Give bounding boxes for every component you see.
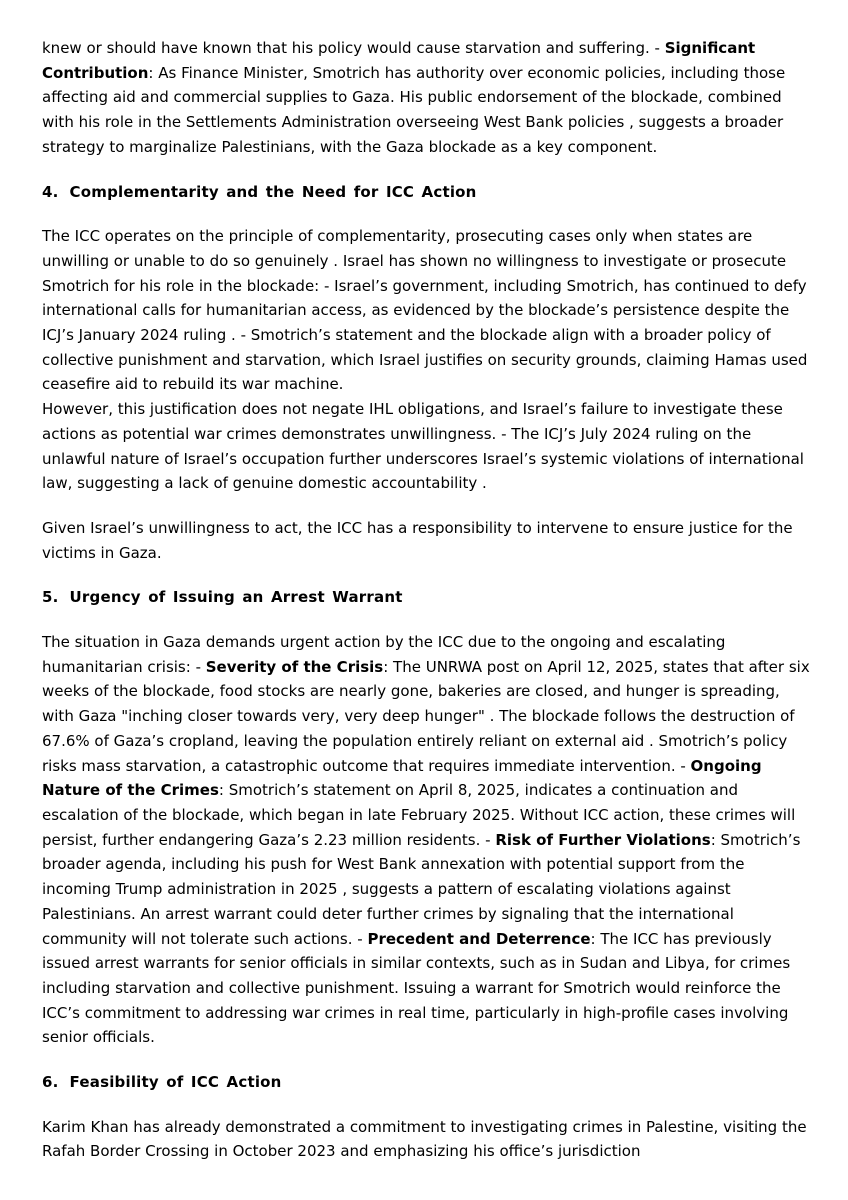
section-heading — [42, 1070, 814, 1095]
section-title: Feasibility of ICC Action — [69, 1073, 282, 1092]
paragraph — [42, 36, 814, 160]
text-run: : Smotrich’s broader agenda, including his push for West Bank annexation with potential support from the incoming Trump administration in 2025 , suggests a pattern of escalating violations against Palestinians. An arrest warrant could deter further crimes by signaling that the international community will not tolerate such actions. - — [42, 830, 801, 948]
text-run: : As Finance Minister, Smotrich has authority over economic policies, including those affecting aid and commercial supplies to Gaza. His public endorsement of the blockade, combined with his role in the Settlements Administration overseeing West Bank policies , suggests a broader strategy to marginalize Palestinians, with the Gaza blockade as a key component. — [42, 63, 786, 156]
paragraph — [42, 630, 814, 1050]
paragraph — [42, 1115, 814, 1164]
paragraph — [42, 224, 814, 496]
section-number: 6. — [42, 1073, 59, 1092]
bold-text-run: Severity of the Crisis — [205, 657, 384, 676]
text-run: : The ICC has previously issued arrest warrants for senior officials in similar contexts, such as in Sudan and Libya, for crimes including starvation and collective punishment. Issuing a warrant for Smotrich would reinforce the ICC’s commitment to addressing war crimes in real time, particularly in high-profile cases involving senior officials. — [42, 929, 791, 1047]
bold-text-run: Ongoing Nature of the Crimes — [42, 756, 762, 800]
section-number: 4. — [42, 182, 59, 201]
document-content — [42, 36, 814, 1164]
section-heading — [42, 180, 814, 205]
bold-text-run: Significant Contribution — [42, 39, 756, 82]
text-run: : Smotrich’s statement on April 8, 2025, indicates a continuation and escalation of the blockade, which began in late February 2025. Without ICC action, these crimes will persist, further endangering Gaza’s 2.23 million residents. - — [42, 781, 796, 849]
text-run: Given Israel’s unwillingness to act, the ICC has a responsibility to intervene to ensure justice for the victims in Gaza. — [42, 518, 793, 562]
text-run: The ICC operates on the principle of complementarity, prosecuting cases only when states are unwilling or unable to do so genuinely . Israel has shown no willingness to investigate or prosecute Smotrich for his role in the blockade: - Israel’s government, including Smotrich, has continued to defy international calls for humanitarian access, as evidenced by the blockade’s persistence despite the ICJ’s January 2024 ruling . - Smotrich’s statement and the blockade align with a broader policy of collective punishment and starvation, which Israel justifies on security grounds, claiming Hamas used ceasefire aid to rebuild its war machine. — [42, 227, 808, 394]
section-title: Complementarity and the Need for ICC Action — [69, 182, 477, 201]
text-run: Karim Khan has already demonstrated a commitment to investigating crimes in Palestine, visiting the Rafah Border Crossing in October 2023 and emphasizing his office’s jurisdiction — [42, 1117, 807, 1161]
text-run: knew or should have known that his policy would cause starvation and suffering. - — [42, 39, 665, 57]
section-heading — [42, 585, 814, 610]
text-run: However, this justification does not negate IHL obligations, and Israel’s failure to investigate these actions as potential war crimes demonstrates unwillingness. - The ICJ’s July 2024 ruling on the unlawful nature of Israel’s occupation further underscores Israel’s systemic violations of international law, suggesting a lack of genuine domestic accountability . — [42, 400, 804, 493]
text-run: : The UNRWA post on April 12, 2025, states that after six weeks of the blockade, food stocks are nearly gone, bakeries are closed, and hunger is spreading, with Gaza "inching closer towards very, very deep hunger" . The blockade follows the destruction of 67.6% of Gaza’s cropland, leaving the population entirely reliant on external aid . Smotrich’s policy risks mass starvation, a catastrophic outcome that requires immediate intervention. - — [42, 657, 810, 775]
text-run: The situation in Gaza demands urgent action by the ICC due to the ongoing and escalating humanitarian crisis: - — [42, 633, 726, 676]
section-number: 5. — [42, 588, 59, 607]
bold-text-run: Risk of Further Violations — [495, 830, 711, 849]
bold-text-run: Precedent and Deterrence — [367, 929, 591, 948]
section-title: Urgency of Issuing an Arrest Warrant — [69, 588, 403, 607]
paragraph — [42, 516, 814, 565]
